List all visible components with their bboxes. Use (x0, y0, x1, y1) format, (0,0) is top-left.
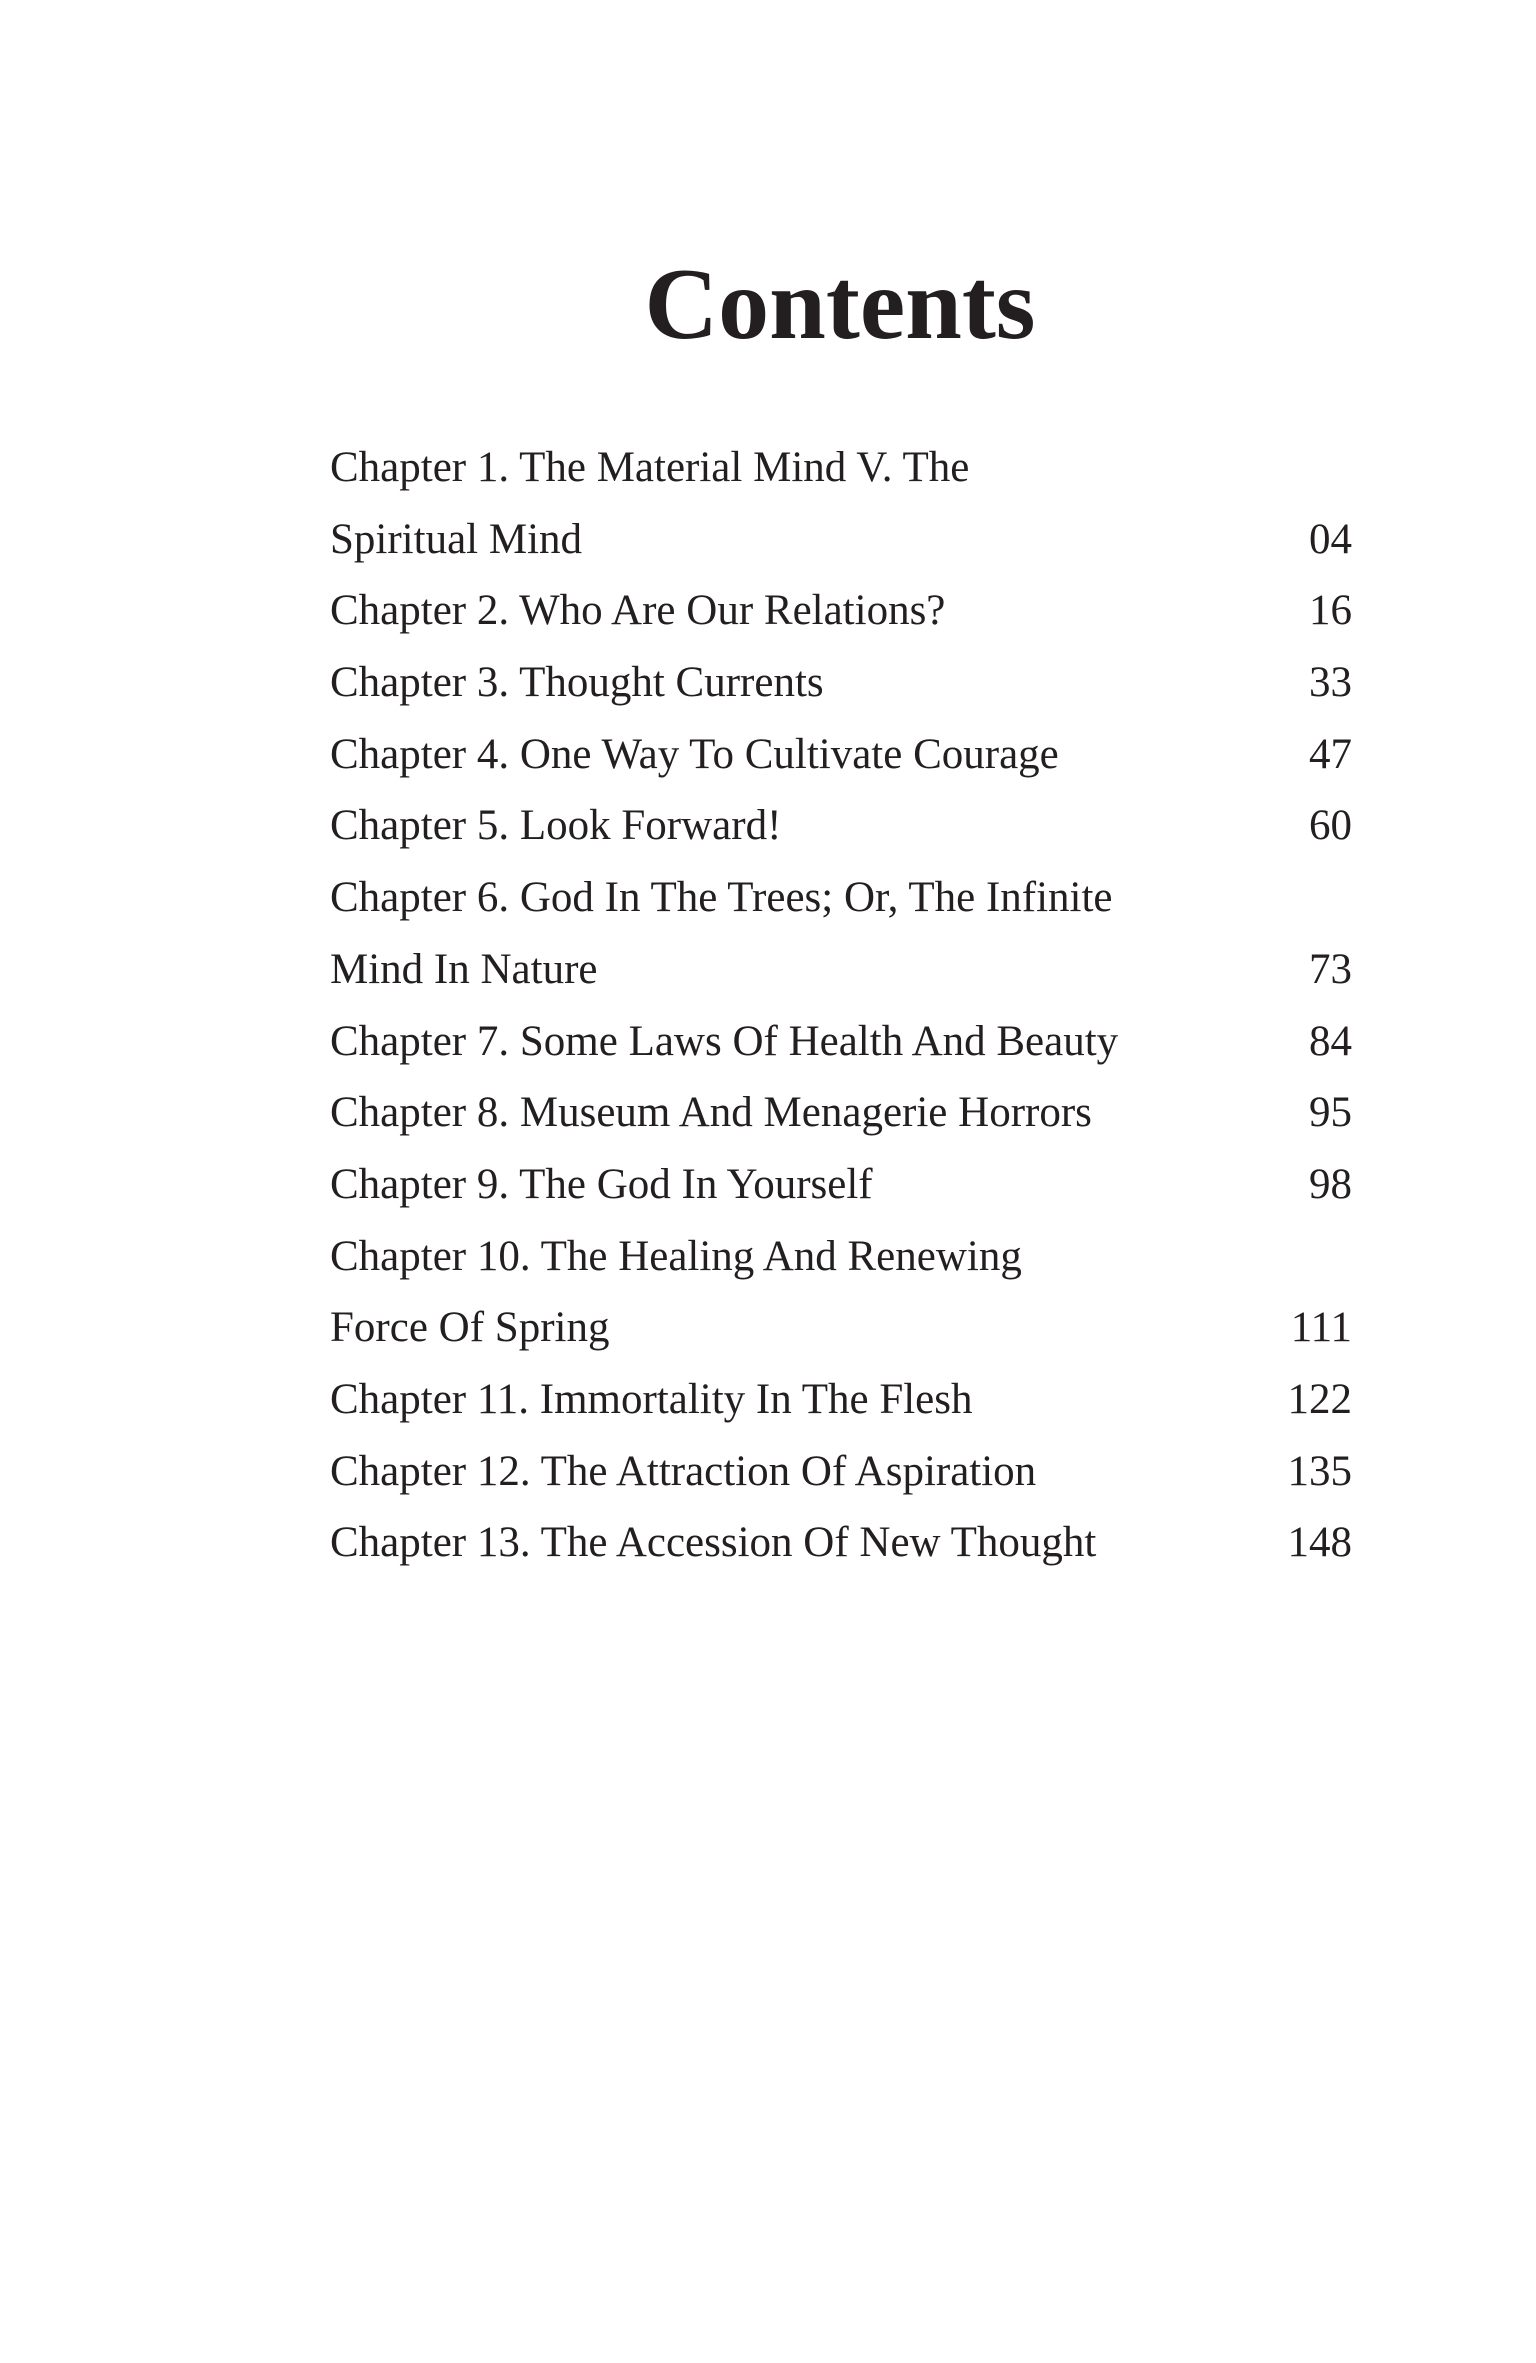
toc-entry-line (330, 575, 1352, 647)
toc-entry-page-number: 16 (1309, 587, 1352, 635)
toc-entry-title: Chapter 12. The Attraction Of Aspiration (330, 1447, 1037, 1495)
toc-entry-line (330, 1149, 1352, 1221)
toc-entry-title: Chapter 8. Museum And Menagerie Horrors (330, 1089, 1092, 1137)
toc-entry-line (330, 647, 1352, 719)
toc-entry-title: Chapter 2. Who Are Our Relations? (330, 587, 946, 635)
toc-entry-page-number: 111 (1290, 1304, 1352, 1352)
toc-entry-title: Mind In Nature (330, 945, 598, 993)
toc-entry-page-number: 148 (1287, 1519, 1352, 1567)
toc-entry-line (330, 790, 1352, 862)
toc-entry-page-number: 73 (1309, 945, 1352, 993)
toc-entry-page-number: 04 (1309, 515, 1352, 563)
toc-entry-title: Chapter 3. Thought Currents (330, 659, 824, 707)
toc-entry-page-number: 84 (1309, 1017, 1352, 1065)
toc-entry-title: Chapter 11. Immortality In The Flesh (330, 1375, 973, 1423)
toc-entry-title: Chapter 9. The God In Yourself (330, 1160, 873, 1208)
toc-entry-line (330, 432, 1352, 504)
toc-entry-title: Chapter 7. Some Laws Of Health And Beauty (330, 1017, 1119, 1065)
toc-entry-line (330, 504, 1352, 576)
toc-entry-page-number: 47 (1309, 730, 1352, 778)
toc-entry-title: Force Of Spring (330, 1304, 610, 1352)
toc-entry-title: Chapter 1. The Material Mind V. The (330, 444, 970, 491)
page-title: Contents (644, 248, 1036, 361)
toc-entry-page-number: 60 (1309, 802, 1352, 850)
toc-entry-title: Chapter 4. One Way To Cultivate Courage (330, 730, 1059, 778)
toc-entry-line (330, 862, 1352, 934)
toc-entry-title: Chapter 10. The Healing And Renewing (330, 1232, 1022, 1280)
toc-entry-page-number: 122 (1287, 1375, 1352, 1423)
toc-entry-page-number: 33 (1309, 659, 1352, 707)
toc-entry-title: Chapter 5. Look Forward! (330, 802, 782, 850)
toc-entry-title: Spiritual Mind (330, 515, 583, 563)
toc-entry-line (330, 1077, 1352, 1149)
toc-entry-line (330, 1292, 1352, 1364)
toc-entry-title: Chapter 6. God In The Trees; Or, The Infinite (330, 874, 1113, 922)
toc-entry-page-number: 98 (1309, 1160, 1352, 1208)
toc-entry-page-number: 95 (1309, 1089, 1352, 1137)
toc-entry-line (330, 1436, 1352, 1508)
table-of-contents (330, 432, 1352, 1579)
toc-entry-line (330, 1221, 1352, 1293)
toc-entry-line (330, 1364, 1352, 1436)
toc-entry-line (330, 934, 1352, 1006)
toc-entry-line (330, 1006, 1352, 1078)
toc-entry-page-number: 135 (1287, 1447, 1352, 1495)
toc-entry-title: Chapter 13. The Accession Of New Thought (330, 1519, 1097, 1567)
toc-entry-line (330, 719, 1352, 791)
toc-entry-line (330, 1507, 1352, 1579)
